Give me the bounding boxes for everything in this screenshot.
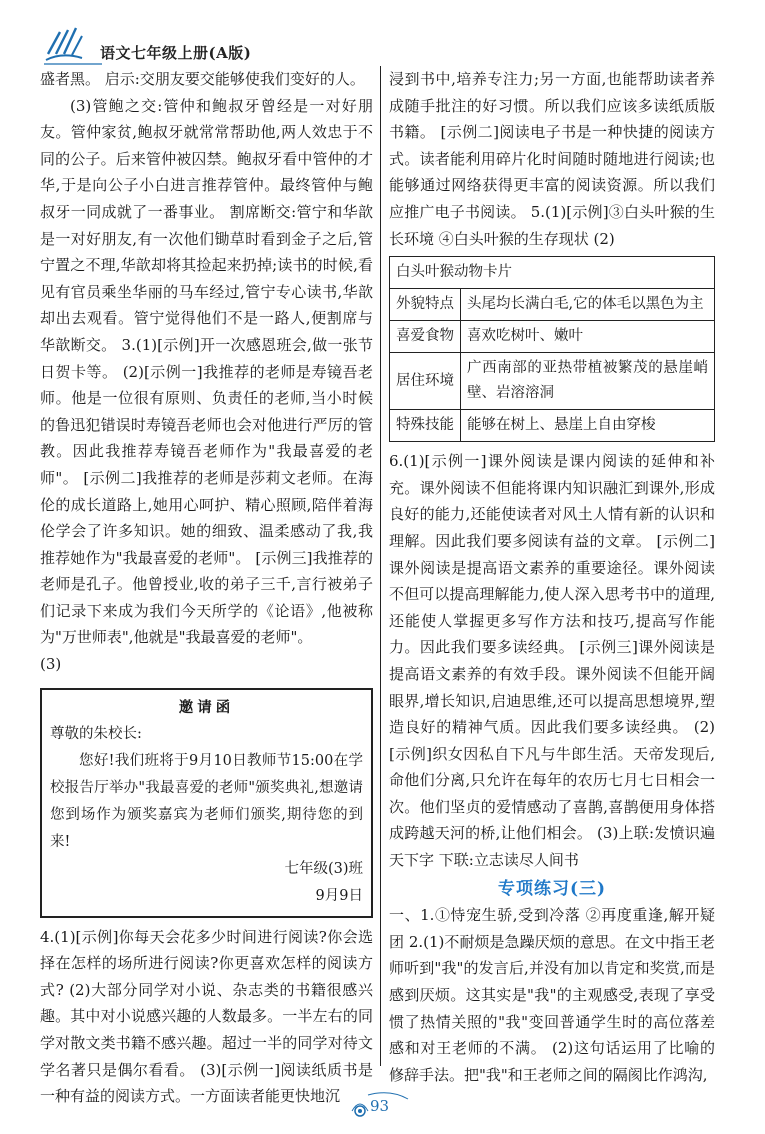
left-paragraph-3: (3) (40, 655, 62, 674)
table-row (390, 353, 715, 410)
invitation-letter (40, 688, 373, 918)
column-divider (380, 66, 381, 1066)
table-row (390, 289, 715, 321)
header-title: 语文七年级上册(A版) (100, 44, 252, 62)
page-number: 93 (370, 1097, 390, 1115)
left-paragraph-2: (3)管鲍之交:管仲和鲍叔牙曾经是一对好朋友。管仲家贫,鲍叔牙就常常帮助他,两人效忠于不同的公子。后来管仲被囚禁。鲍叔牙看中管仲的才华,于是向公子小白进言推荐管仲。最终管仲与鲍叔牙一同成就了一番事业。 割席断交:管宁和华歆是一对好朋友,有一次他们锄草时看到金子之后,管宁置之不理,华歆却将其捡起来扔掉;读书的时候,看见有官员乘坐华丽的马车经过,管宁专心读书,华歆却出去观看。管宁觉得他们不是一路人,便割席与华歆断交。 3.(1)[示例]开一次感恩班会,做一张节日贺卡等。 (2)[示例一]我推荐的老师是寿镜吾老师。他是一位很有原则、负责任的老师,当小时候的鲁迅犯错误时寿镜吾老师也会对他进行严厉的管教。因此我推荐寿镜吾老师作为"我最喜爱的老师"。 [示例二]我推荐的老师是莎莉文老师。在海伦的成长道路上,她用心呵护、精心照顾,陪伴着海伦学会了许多知识。她的细致、温柔感动了我,我推荐她作为"我最喜爱的老师"。 [示例三]我推荐的老师是孔子。他曾授业,收的弟子三千,言行被弟子们记录下来成为我们今天所学的《论语》,他被称为"万世师表",他就是"我最喜爱的老师"。 (40, 96, 373, 647)
right-paragraph-3: 一、1.①恃宠生骄,受到冷落 ②再度重逢,解开疑团 2.(1)不耐烦是急躁厌烦的意思。在文中指王老师听到"我"的发言后,并没有加以肯定和奖赏,而是感到厌烦。这其实是"我"的主观感受,表现了享受惯了热情关照的"我"变回普通学生时的高位落差感和对王老师的不满。 (2)这句话运用了比喻的修辞手法。把"我"和王老师之间的隔阂比作鸿沟, (389, 906, 715, 1084)
card-row-key: 喜爱食物 (390, 321, 461, 353)
invitation-title: 邀请函 (178, 698, 235, 716)
table-row (390, 321, 715, 353)
right-paragraph-2: 6.(1)[示例一]课外阅读是课内阅读的延伸和补充。课外阅读不但能将课内知识融汇到课外,形成良好的能力,还能使读者对风土人情有新的认识和理解。因此我们要多阅读有益的文章。 [示例二]课外阅读是提高语文素养的重要途径。课外阅读不但可以提高理解能力,使人深入思考书中的道理,还能使人掌握更多写作方法和技巧,提高写作能力。因此我们要多读经典。 [示例三]课外阅读是提高语文素养的有效手段。课外阅读不但能开阔眼界,增长知识,启迪思维,还可以提高思想境界,塑造良好的精神气质。因此我们要多读经典。 (2)[示例]织女因私自下凡与牛郎生活。天帝发现后,命他们分离,只允许在每年的农历七月七日相会一次。他们坚贞的爱情感动了喜鹊,喜鹊便用身体搭成跨越天河的桥,让他们相会。 (3)上联:发愤识遍天下字 下联:立志读尽人间书 (389, 452, 715, 870)
card-row-key: 特殊技能 (390, 410, 461, 442)
card-row-key: 外貌特点 (390, 289, 461, 321)
left-paragraph-1: 盛者黑。 启示:交朋友要交能够使我们变好的人。 (40, 70, 365, 88)
right-column (389, 66, 715, 1088)
left-column (40, 66, 373, 1110)
animal-card-table (389, 256, 715, 442)
left-paragraph-4: 4.(1)[示例]你每天会花多少时间进行阅读?你会选择在怎样的场所进行阅读?你更喜欢怎样的阅读方式? (2)大部分同学对小说、杂志类的书籍很感兴趣。其中对小说感兴趣的人数最多。一半左右的同学对散文类书籍不感兴趣。超过一半的同学对待文学名著只是偶尔看看。 (3)[示例一]阅读纸质书是一种有益的阅读方式。一方面读者能更快地沉 (40, 927, 373, 1106)
page-number-badge (350, 1087, 414, 1123)
right-paragraph-1: 浸到书中,培养专注力;另一方面,也能帮助读者养成随手批注的好习惯。所以我们应该多读纸质版书籍。 [示例二]阅读电子书是一种快捷的阅读方式。读者能利用碎片化时间随时随地进行阅读;也能够通过网络获得更丰富的阅读资源。所以我们应推广电子书阅读。 5.(1)[示例]③白头叶猴的生长环境 ④白头叶猴的生存现状 (2) (389, 70, 715, 248)
card-row-key: 居住环境 (390, 353, 461, 410)
card-row-value: 喜欢吃树叶、嫩叶 (461, 321, 715, 353)
invitation-date: 9月9日 (315, 887, 363, 904)
header-book-logo-icon (42, 24, 102, 68)
page-header (42, 24, 362, 68)
invitation-body: 您好!我们班将于9月10日教师节15:00在学校报告厅举办"我最喜爱的老师"颁奖典礼,想邀请您到场作为颁奖嘉宾为老师们颁奖,期待您的到来! (50, 752, 363, 850)
section-title: 专项练习(三) (497, 878, 607, 899)
invitation-salutation: 尊敬的朱校长: (50, 725, 142, 742)
card-row-value: 头尾均长满白毛,它的体毛以黑色为主 (461, 289, 715, 321)
invitation-signature: 七年级(3)班 (284, 860, 363, 877)
table-row (390, 410, 715, 442)
card-row-value: 能够在树上、悬崖上自由穿梭 (461, 410, 715, 442)
card-row-value: 广西南部的亚热带植被繁茂的悬崖峭壁、岩溶溶洞 (461, 353, 715, 410)
animal-card-title: 白头叶猴动物卡片 (390, 257, 715, 289)
